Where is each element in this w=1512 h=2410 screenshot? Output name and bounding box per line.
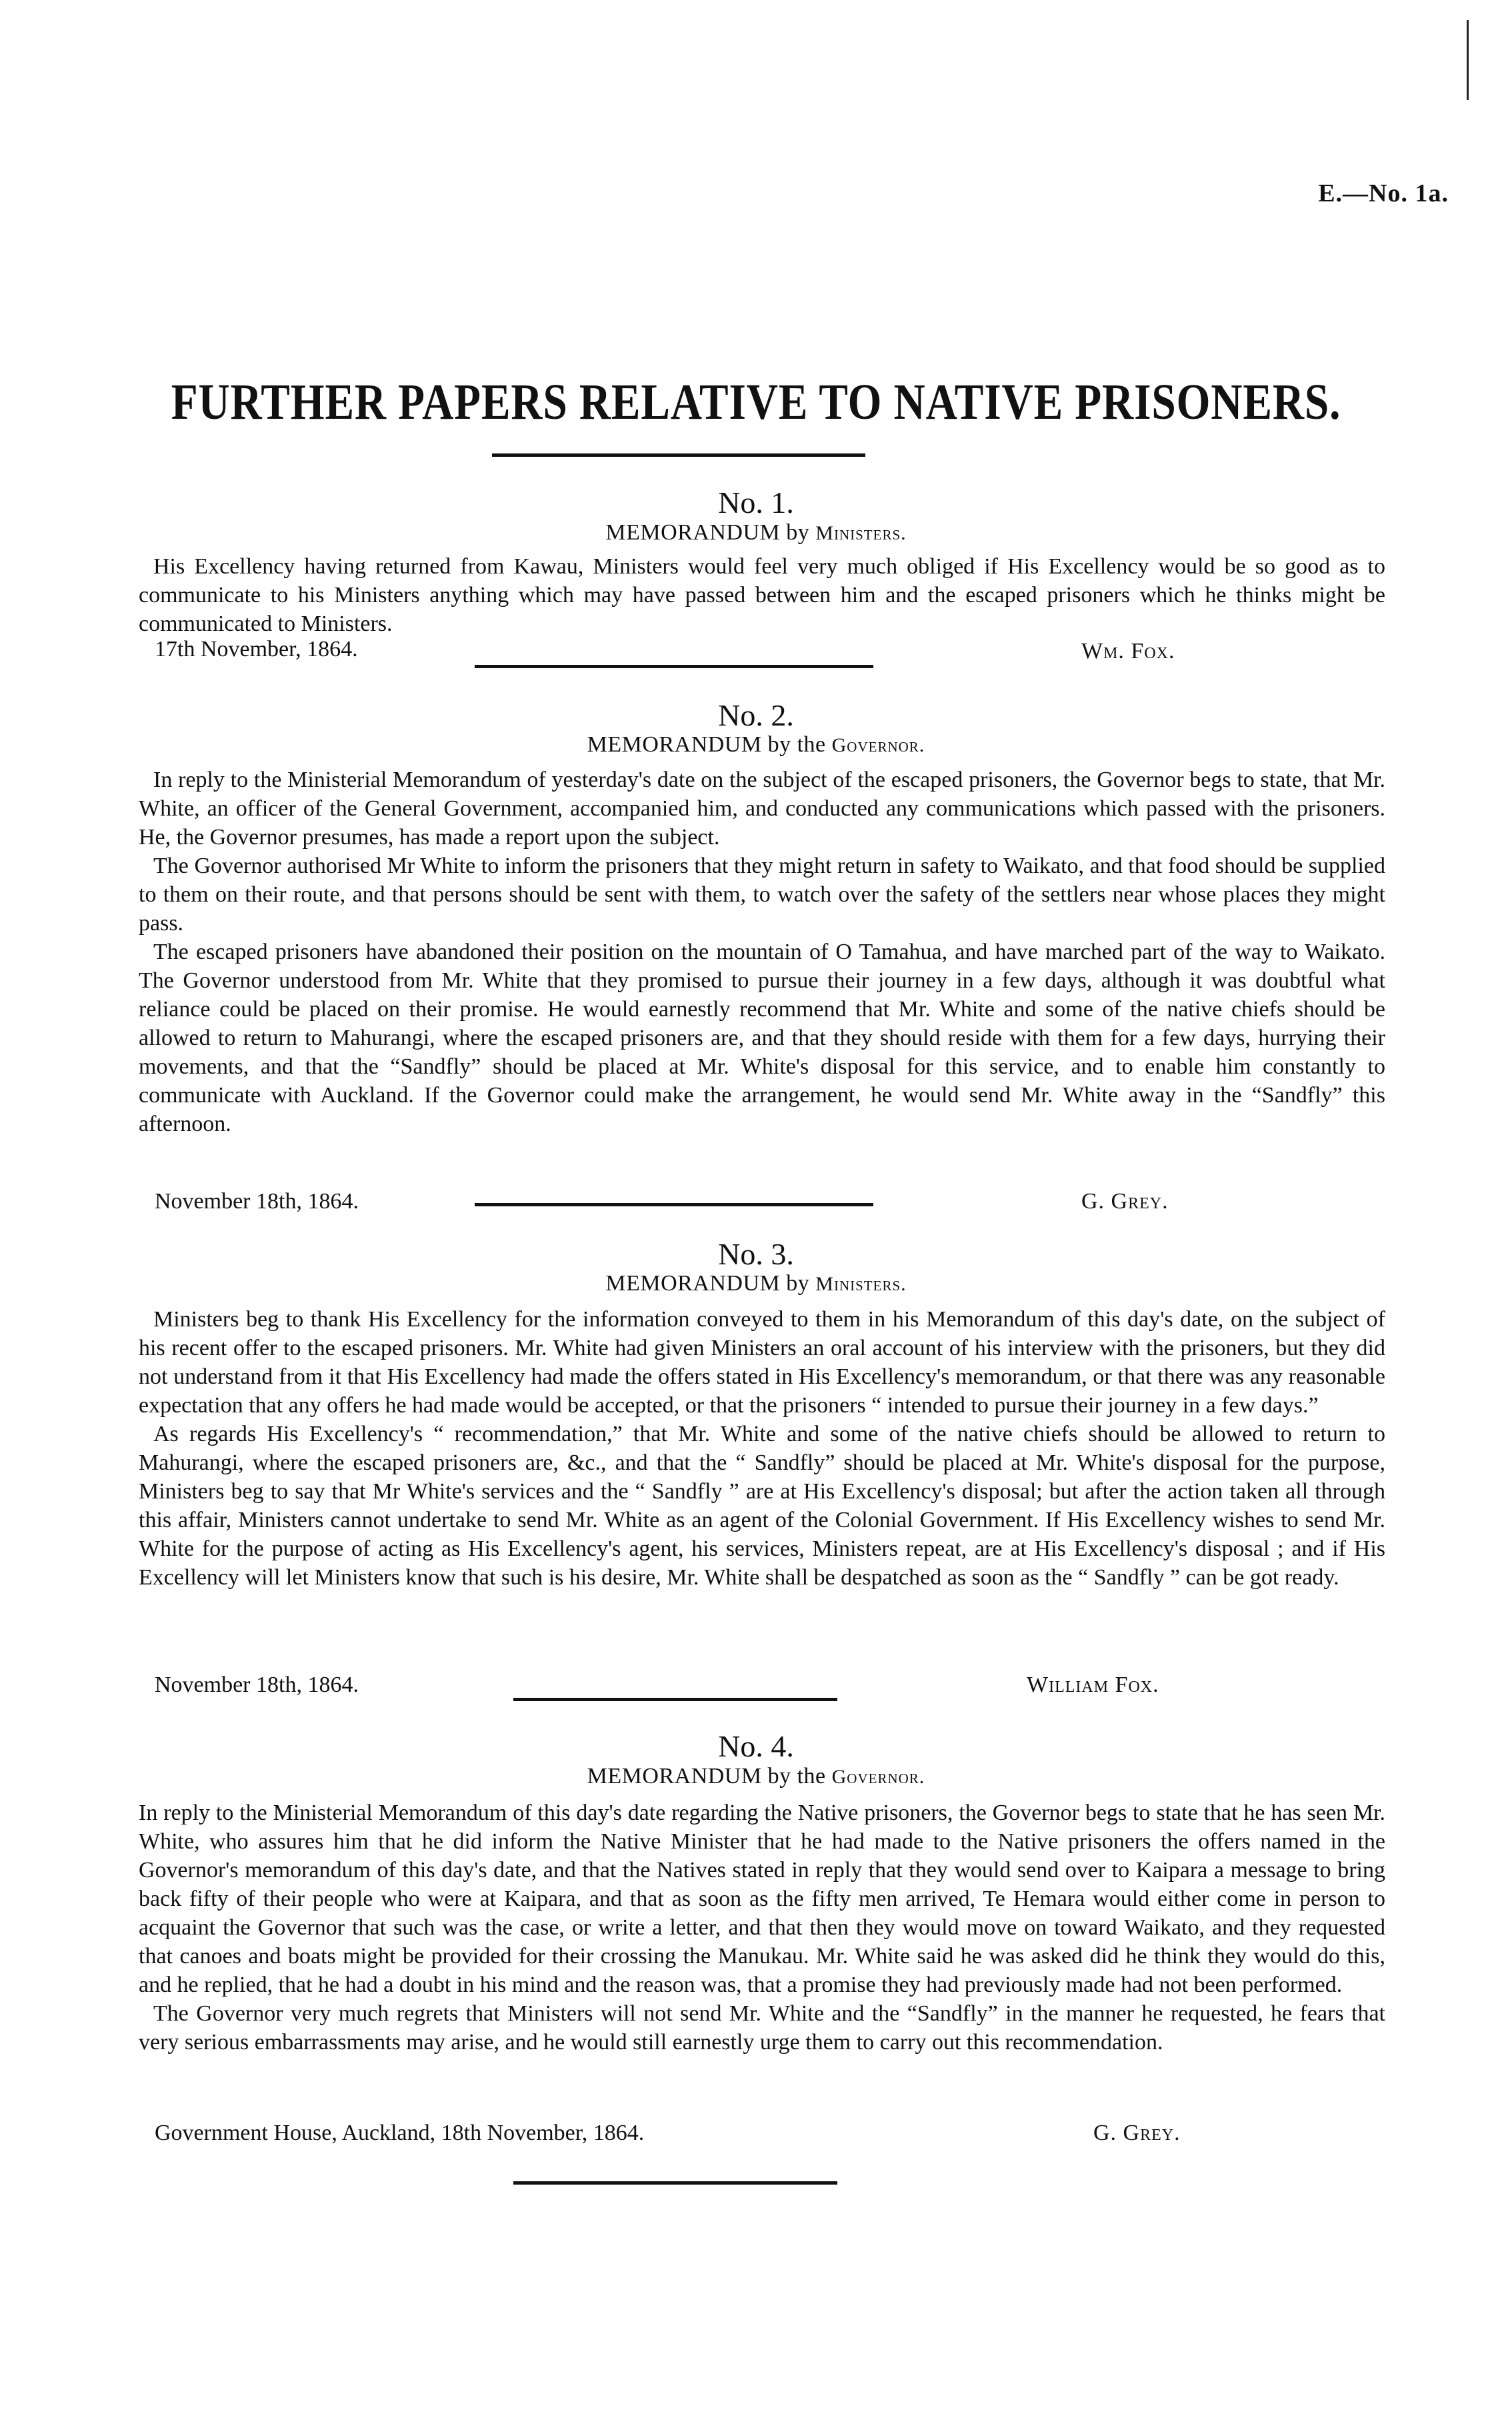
memo-2-signature-text: G. Grey. bbox=[1081, 1189, 1169, 1214]
memo-4-signature-text: G. Grey. bbox=[1093, 2121, 1181, 2145]
memo-3-number: No. 3. bbox=[718, 1237, 794, 1271]
document-title: FURTHER PAPERS RELATIVE TO NATIVE PRISONERS. bbox=[171, 374, 1341, 430]
memo-3-heading bbox=[0, 1271, 1512, 1296]
memo-3-heading-from: Ministers. bbox=[815, 1273, 907, 1295]
memo-1-heading bbox=[0, 520, 1512, 545]
memo-2-rule bbox=[475, 1203, 873, 1206]
memo-4-paragraph: In reply to the Ministerial Memorandum of this day's date regarding the Native prisoners, the Governor begs to state that he has seen Mr. White, who assures him that he did inform the Native Minister that he had made to the Native prisoners the offers named in the Governor's memorandum of this day's date, and that the Natives stated in reply that they would send over to Kaipara a message to bring back fifty of their people who were at Kaipara, and that as soon as the fifty men arrived, Te Hemara would either come in person to acquaint the Governor that such was the case, or write a letter, and that then they would move on toward Waikato, and they requested that canoes and boats might be provided for their crossing the Manukau. Mr. White said he was asked did he think they would do this, and he replied, that he had a doubt in his mind and the reason was, that a promise they had previously made had not been performed. bbox=[139, 1800, 1385, 1997]
memo-2-heading-by: by the bbox=[767, 732, 826, 757]
memo-4-heading-by: by the bbox=[767, 1764, 826, 1788]
memo-3-heading-main: MEMORANDUM bbox=[605, 1271, 781, 1296]
memo-2-heading-main: MEMORANDUM bbox=[587, 732, 762, 757]
memo-3-signature-text: William Fox. bbox=[1027, 1672, 1159, 1697]
memo-2-heading-from: Governor. bbox=[831, 734, 925, 756]
memo-3-rule bbox=[513, 1698, 837, 1701]
memo-4-rule bbox=[513, 2181, 837, 2185]
memo-3-date: November 18th, 1864. bbox=[155, 1672, 359, 1697]
memo-3-signature bbox=[1027, 1672, 1159, 1698]
memo-2-paragraph: The escaped prisoners have abandoned their position on the mountain of O Tamahua, and have marched part of the way to Waikato. The Governor understood from Mr. White that they promised to pursue their journey in a few days, although it was doubtful what reliance could be placed on their promise. He would earnestly recommend that Mr. White and some of the native chiefs should be allowed to return to Mahurangi, where the escaped prisoners are, and that they should reside with them for a few days, hurrying their movements, and that the “Sandfly” should be placed at Mr. White's disposal for this service, and to enable him constantly to communicate with Auckland. If the Governor could make the arrangement, he would send Mr. White away in the “Sandfly” this afternoon. bbox=[139, 940, 1385, 1136]
memo-2-paragraph: The Governor authorised Mr White to inform the prisoners that they might return in safety to Waikato, and that food should be supplied to them on their route, and that persons should be sent with them, to watch over the safety of the settlers near whose places they might pass. bbox=[139, 854, 1385, 936]
memo-1-number: No. 1. bbox=[718, 485, 794, 519]
memo-2-date: November 18th, 1864. bbox=[155, 1189, 359, 1214]
memo-2-paragraph: In reply to the Ministerial Memorandum of yesterday's date on the subject of the escaped prisoners, the Governor begs to state, that Mr. White, an officer of the General Government, accompanied him, and conducted any communications which passed with the prisoners. He, the Governor presumes, has made a report upon the subject. bbox=[139, 768, 1385, 850]
memo-1-signature-text: Wm. Fox. bbox=[1081, 639, 1175, 664]
memo-1-heading-main: MEMORANDUM bbox=[605, 520, 781, 545]
memo-3-body bbox=[139, 1305, 1385, 1592]
memo-2-signature bbox=[1081, 1189, 1169, 1214]
memo-4-paragraph: The Governor very much regrets that Ministers will not send Mr. White and the “Sandfly” in the manner he requested, he fears that very serious embarrassments may arise, and he would still earnestly urge them to carry out this recommendation. bbox=[139, 2001, 1385, 2055]
memo-4-body bbox=[139, 1798, 1385, 2057]
memo-1-rule bbox=[475, 665, 873, 668]
memo-2-body bbox=[139, 766, 1385, 1138]
memo-3-paragraph: As regards His Excellency's “ recommendation,” that Mr. White and some of the native chiefs should be allowed to return to Mahurangi, where the escaped prisoners are, &c., and that the “ Sandfly” should be placed at Mr. White's disposal for the purpose, Ministers beg to say that Mr White's services and the “ Sandfly ” are at His Excellency's disposal; but after the action taken all through this affair, Ministers cannot undertake to send Mr. White as an agent of the Colonial Government. If His Excellency wishes to send Mr. White for the purpose of acting as His Excellency's agent, his services, Ministers repeat, are at His Excellency's disposal ; and if His Excellency will let Ministers know that such is his desire, Mr. White shall be despatched as soon as the “ Sandfly ” can be got ready. bbox=[139, 1422, 1385, 1590]
memo-4-heading-from: Governor. bbox=[831, 1766, 925, 1788]
memo-3-heading-by: by bbox=[786, 1271, 810, 1296]
memo-1-signature bbox=[1081, 639, 1175, 664]
scan-edge-mark bbox=[1467, 20, 1469, 100]
memo-4-date: Government House, Auckland, 18th November, 1864. bbox=[155, 2121, 645, 2145]
memo-2-number: No. 2. bbox=[718, 698, 794, 732]
memo-1-heading-by: by bbox=[786, 520, 810, 545]
memo-3-paragraph: Ministers beg to thank His Excellency for the information conveyed to them in his Memorandum of this day's date, on the subject of his recent offer to the escaped prisoners. Mr. White had given Ministers an oral account of his interview with the prisoners, but they did not understand from it that His Excellency had made the offers stated in His Excellency's memorandum, or that there was any reasonable expectation that any offers he had made would be accepted, or that the prisoners “ intended to pursue their journey in a few days.” bbox=[139, 1307, 1385, 1418]
memo-4-heading bbox=[0, 1764, 1512, 1789]
memo-4-number: No. 4. bbox=[718, 1729, 794, 1763]
memo-4-signature bbox=[1093, 2121, 1181, 2146]
page-reference: E.—No. 1a. bbox=[1318, 179, 1449, 207]
memo-1-body bbox=[139, 552, 1385, 638]
title-rule bbox=[492, 453, 865, 457]
memo-4-heading-main: MEMORANDUM bbox=[587, 1764, 762, 1788]
memo-2-heading bbox=[0, 732, 1512, 758]
memo-1-heading-from: Ministers. bbox=[815, 522, 907, 544]
memo-1-date: 17th November, 1864. bbox=[155, 637, 358, 662]
memo-1-paragraph: His Excellency having returned from Kawau, Ministers would feel very much obliged if His Excellency would be so good as to communicate to his Ministers anything which may have passed between him and the escaped prisoners which he thinks might be communicated to Ministers. bbox=[139, 554, 1385, 636]
